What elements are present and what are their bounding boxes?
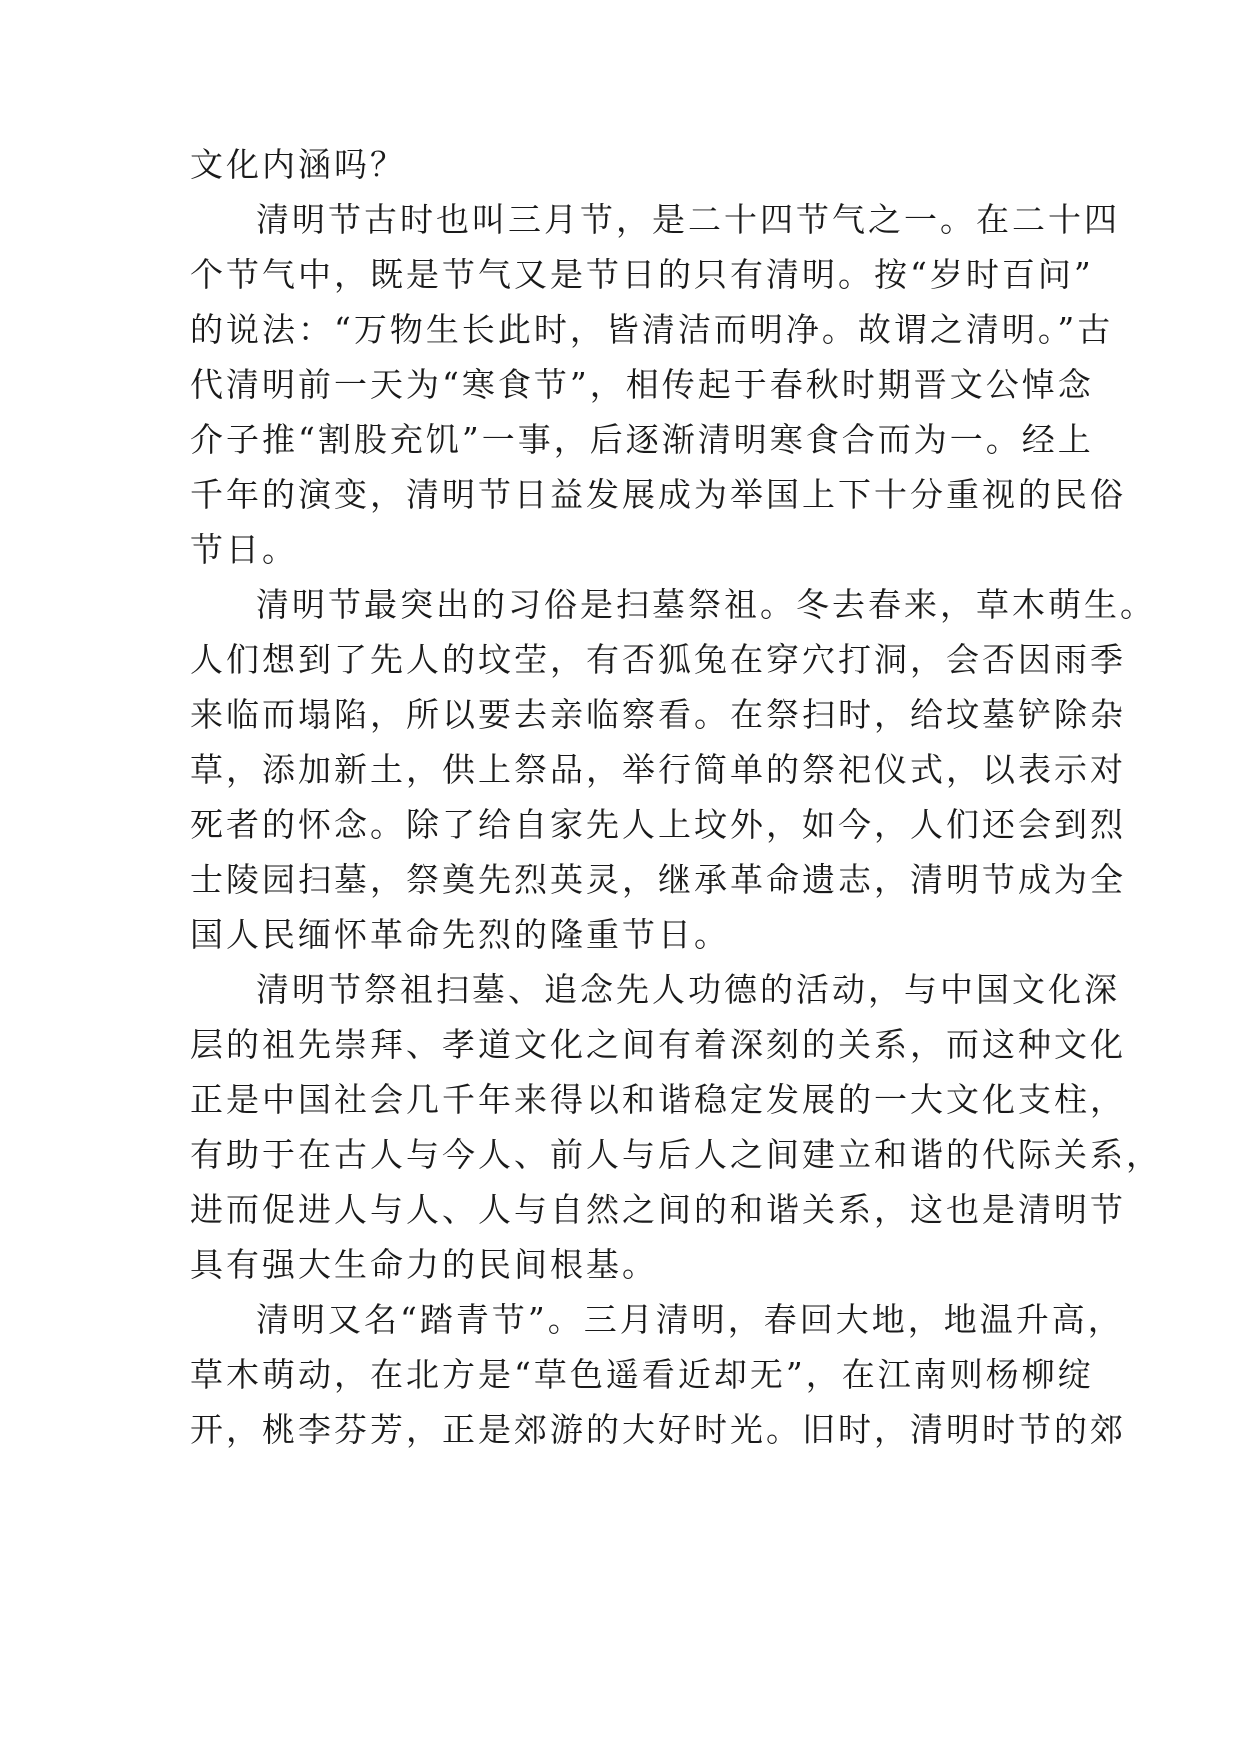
text-line: 死者的怀念。除了给自家先人上坟外，如今，人们还会到烈 bbox=[190, 805, 1126, 844]
text-line: 士陵园扫墓，祭奠先烈英灵，继承革命遗志，清明节成为全 bbox=[190, 860, 1126, 899]
text-line: 来临而塌陷，所以要去亲临察看。在祭扫时，给坟墓铲除杂 bbox=[190, 695, 1126, 734]
paragraph-first-line: 清明又名“踏青节”。三月清明，春回大地，地温升高， bbox=[256, 1300, 1124, 1339]
text-line: 人们想到了先人的坟茔，有否狐兔在穿穴打洞，会否因雨季 bbox=[190, 640, 1126, 679]
text-line: 千年的演变，清明节日益发展成为举国上下十分重视的民俗 bbox=[190, 475, 1126, 514]
text-line: 正是中国社会几千年来得以和谐稳定发展的一大文化支柱， bbox=[190, 1080, 1126, 1119]
text-line: 草，添加新土，供上祭品，举行简单的祭祀仪式，以表示对 bbox=[190, 750, 1126, 789]
paragraph-first-line: 清明节最突出的习俗是扫墓祭祖。冬去春来，草木萌生。 bbox=[256, 585, 1156, 624]
text-line: 具有强大生命力的民间根基。 bbox=[190, 1245, 658, 1284]
text-line: 节日。 bbox=[190, 530, 298, 569]
text-line: 介子推“割股充饥”一事，后逐渐清明寒食合而为一。经上 bbox=[190, 420, 1094, 459]
paragraph-first-line: 清明节古时也叫三月节，是二十四节气之一。在二十四 bbox=[256, 200, 1120, 239]
text-line: 开，桃李芬芳，正是郊游的大好时光。旧时，清明时节的郊 bbox=[190, 1410, 1126, 1449]
text-line: 的说法：“万物生长此时，皆清洁而明净。故谓之清明。”古 bbox=[190, 310, 1114, 349]
text-line: 层的祖先崇拜、孝道文化之间有着深刻的关系，而这种文化 bbox=[190, 1025, 1126, 1064]
paragraph-first-line: 清明节祭祖扫墓、追念先人功德的活动，与中国文化深 bbox=[256, 970, 1120, 1009]
text-line: 代清明前一天为“寒食节”，相传起于春秋时期晋文公悼念 bbox=[190, 365, 1094, 404]
text-line: 草木萌动，在北方是“草色遥看近却无”，在江南则杨柳绽 bbox=[190, 1355, 1094, 1394]
text-line: 文化内涵吗？ bbox=[190, 145, 406, 184]
text-line: 进而促进人与人、人与自然之间的和谐关系，这也是清明节 bbox=[190, 1190, 1126, 1229]
text-line: 个节气中，既是节气又是节日的只有清明。按“岁时百问” bbox=[190, 255, 1094, 294]
text-line: 国人民缅怀革命先烈的隆重节日。 bbox=[190, 915, 730, 954]
text-line: 有助于在古人与今人、前人与后人之间建立和谐的代际关系， bbox=[190, 1135, 1162, 1174]
